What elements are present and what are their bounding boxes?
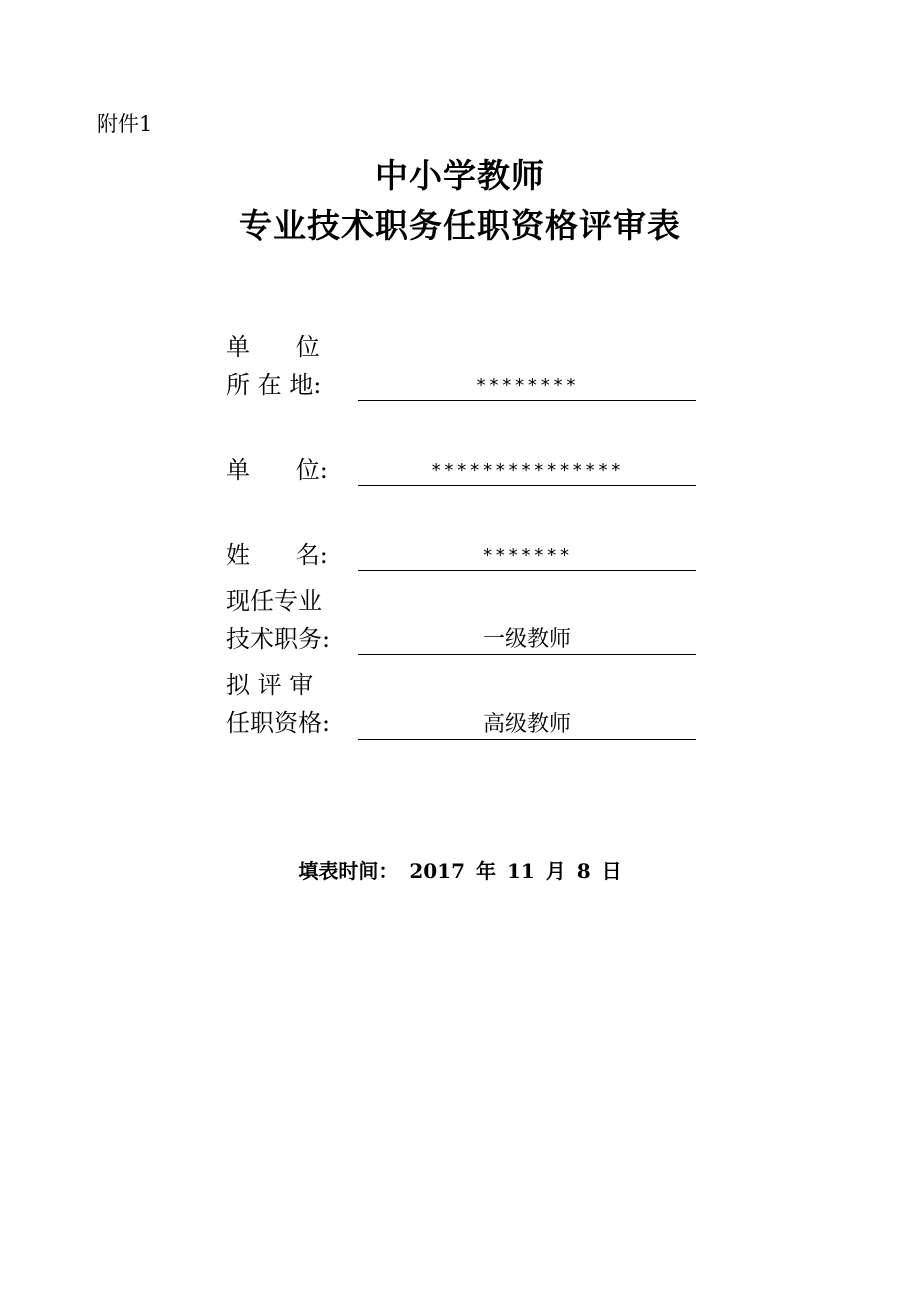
fill-date-month-unit: 月	[545, 859, 566, 883]
name-label: 姓 名:	[226, 541, 328, 569]
fill-date-year: 2017	[409, 859, 466, 883]
fill-date-month: 11	[506, 859, 535, 883]
current-title-label-line1: 现任专业	[226, 587, 322, 615]
fill-date-day-unit: 日	[601, 859, 622, 883]
proposed-title-label-line1: 拟 评 审	[226, 671, 314, 699]
location-field[interactable]: ********	[358, 372, 696, 401]
name-field[interactable]: *******	[358, 542, 696, 571]
location-label-line1: 单 位	[226, 333, 320, 361]
fill-date-label: 填表时间：	[298, 859, 399, 883]
unit-label: 单 位:	[226, 456, 328, 484]
current-title-label-line2: 技术职务:	[226, 625, 331, 653]
current-title-field[interactable]: 一级教师	[358, 626, 696, 655]
attachment-label: 附件1	[97, 112, 153, 136]
form-title-line1: 中小学教师	[375, 156, 545, 195]
form-title-line2: 专业技术职务任职资格评审表	[239, 206, 681, 245]
location-label-line2: 所 在 地:	[226, 371, 322, 399]
fill-date	[0, 855, 920, 884]
proposed-title-label-line2: 任职资格:	[226, 709, 331, 737]
proposed-title-field[interactable]: 高级教师	[358, 711, 696, 740]
unit-field[interactable]: ***************	[358, 457, 696, 486]
fill-date-day: 8	[576, 859, 591, 883]
fill-date-year-unit: 年	[475, 859, 496, 883]
